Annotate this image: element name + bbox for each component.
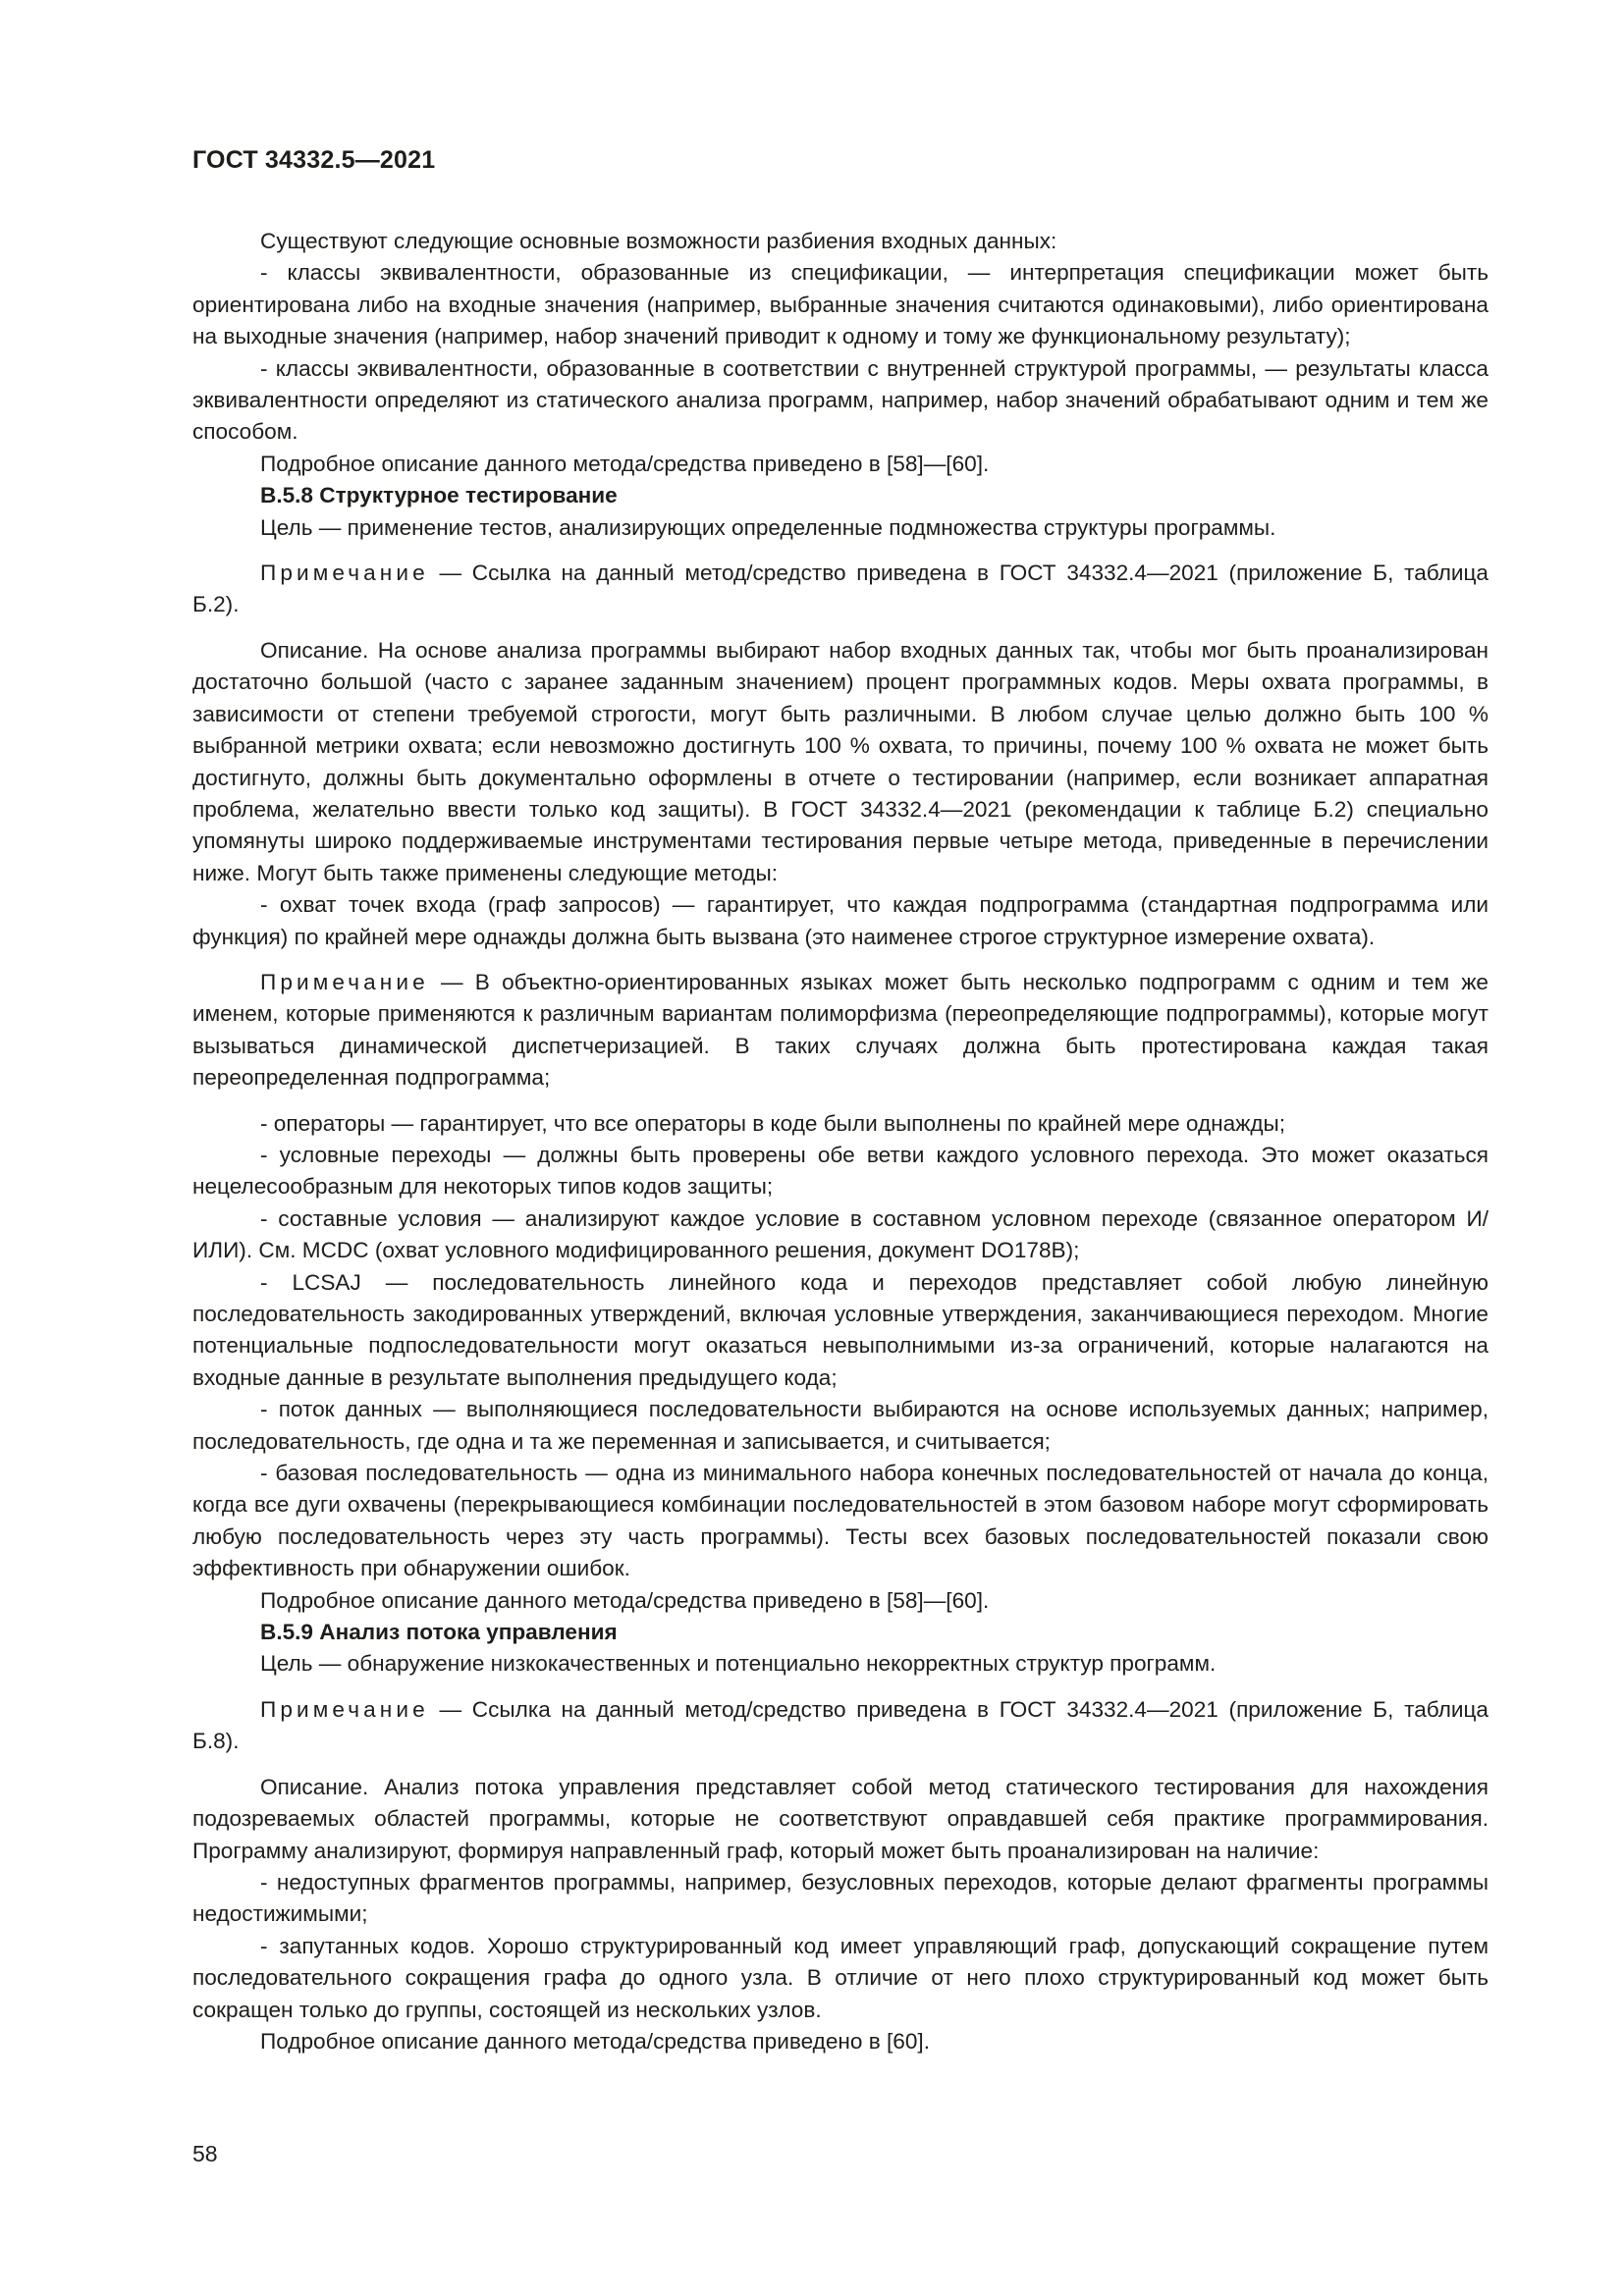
page-number: 58 xyxy=(192,2141,218,2166)
note xyxy=(192,967,1489,1095)
list-item: - классы эквивалентности, образованные в соответствии с внутренней структурой программы, — результаты класса эквивалентности определяют из статического анализа программ, например, набор значений обрабатывают одним и тем же способом. xyxy=(192,355,1489,445)
note-label: Примечание xyxy=(260,561,429,586)
note-text: — В объектно-ориентированных языках может быть несколько подпрограмм с одним и тем же именем, которые применяются к различным вариантам полиморфизма (переопределяющие подпрограммы), которые могут вызываться динамической диспетчеризацией. В таких случаях должна быть протестирована каждая такая переопределенная подпрограмма; xyxy=(192,969,1489,1091)
list-item: - охват точек входа (граф запросов) — гарантирует, что каждая подпрограмма (стандартная подпрограмма или функция) по крайней мере однажды должна быть вызвана (это наименее строгое структурное измерение охвата). xyxy=(192,892,1489,949)
list-item: - недоступных фрагментов программы, например, безусловных переходов, которые делают фрагменты программы недостижимыми; xyxy=(192,1869,1489,1927)
note-text: — Ссылка на данный метод/средство приведена в ГОСТ 34332.4—2021 (приложение Б, таблица Б.8). xyxy=(192,1696,1489,1754)
list-item: - классы эквивалентности, образованные из спецификации, — интерпретация спецификации может быть ориентирована либо на входные значения (например, выбранные значения считаются одинаковыми), либо ориентирована на выходные значения (например, набор значений приводит к одному и тому же функциональному результату); xyxy=(192,260,1489,349)
note-text: — Ссылка на данный метод/средство приведена в ГОСТ 34332.4—2021 (приложение Б, таблица Б.2). xyxy=(192,561,1489,617)
list-item: - условные переходы — должны быть проверены обе ветви каждого условного перехода. Это может оказаться нецелесообразным для некоторых типов кодов защиты; xyxy=(192,1142,1489,1200)
document-body xyxy=(192,226,1489,2057)
paragraph: Существуют следующие основные возможности разбиения входных данных: xyxy=(260,229,1057,253)
list-item: - базовая последовательность — одна из минимального набора конечных последовательностей от начала до конца, когда все дуги охвачены (перекрывающиеся комбинации последовательностей в этом базовом наборе могут сформировать любую последовательность через эту часть программы). Тесты всех базовых последовательностей показали свою эффективность при обнаружении ошибок. xyxy=(192,1461,1489,1581)
note-label: Примечание xyxy=(260,969,429,994)
section-heading: В.5.9 Анализ потока управления xyxy=(260,1620,618,1645)
paragraph: Цель — обнаружение низкокачественных и потенциально некорректных структур программ. xyxy=(260,1651,1217,1677)
note xyxy=(192,558,1489,621)
note-label: Примечание xyxy=(260,1696,429,1722)
paragraph: Цель — применение тестов, анализирующих определенные подмножества структуры программы. xyxy=(260,514,1276,540)
list-item: - запутанных кодов. Хорошо структурированный код имеет управляющий граф, допускающий сокращение путем последовательного сокращения графа до одного узла. В отличие от него плохо структурированный код может быть сокращен только до группы, состоящей из нескольких узлов. xyxy=(192,1933,1489,2022)
reference-paragraph: Подробное описание данного метода/средства приведено в [60]. xyxy=(260,2028,930,2054)
list-item: - составные условия — анализируют каждое условие в составном условном переходе (связанное оператором И/ИЛИ). См. MCDC (охват условного модифицированного решения, документ DO178B); xyxy=(192,1205,1489,1263)
list-item: - LCSAJ — последовательность линейного кода и переходов представляет собой любую линейную последовательность закодированных утверждений, включая условные утверждения, заканчивающиеся переходом. Многие потенциальные подпоследовательности могут оказаться невыполнимыми из-за ограничений, которые налагаются на входные данные в результате выполнения предыдущего кода; xyxy=(192,1269,1489,1390)
note xyxy=(192,1694,1489,1758)
paragraph: Описание. Анализ потока управления представляет собой метод статического тестирования для нахождения подозреваемых областей программы, которые не соответствуют оправдавшей себя практике программирования. Программу анализируют, формируя направленный граф, который может быть проанализирован на наличие: xyxy=(192,1774,1489,1863)
reference-paragraph: Подробное описание данного метода/средства приведено в [58]—[60]. xyxy=(260,1587,990,1613)
list-item: - операторы — гарантирует, что все операторы в коде были выполнены по крайней мере однажды; xyxy=(260,1110,1286,1136)
document-header: ГОСТ 34332.5—2021 xyxy=(192,146,436,174)
section-heading: В.5.8 Структурное тестирование xyxy=(260,483,618,508)
reference-paragraph: Подробное описание данного метода/средства приведено в [58]—[60]. xyxy=(260,451,990,476)
paragraph: Описание. На основе анализа программы выбирают набор входных данных так, чтобы мог быть проанализирован достаточно большой (часто с заранее заданным значением) процент программных кодов. Меры охвата программы, в зависимости от степени требуемой строгости, могут быть различными. В любом случае целью должно быть 100 % выбранной метрики охвата; если невозможно достигнуть 100 % охвата, то причины, почему 100 % охвата не может быть достигнуто, должны быть документально оформлены в отчете о тестировании (например, если возникает аппаратная проблема, желательно ввести только код защиты). В ГОСТ 34332.4—2021 (рекомендации к таблице Б.2) специально упомянуты широко поддерживаемые инструментами тестирования первые четыре метода, приведенные в перечислении ниже. Могут быть также применены следующие методы: xyxy=(192,637,1489,885)
list-item: - поток данных — выполняющиеся последовательности выбираются на основе используемых данных; например, последовательность, где одна и та же переменная и записывается, и считывается; xyxy=(192,1397,1489,1454)
